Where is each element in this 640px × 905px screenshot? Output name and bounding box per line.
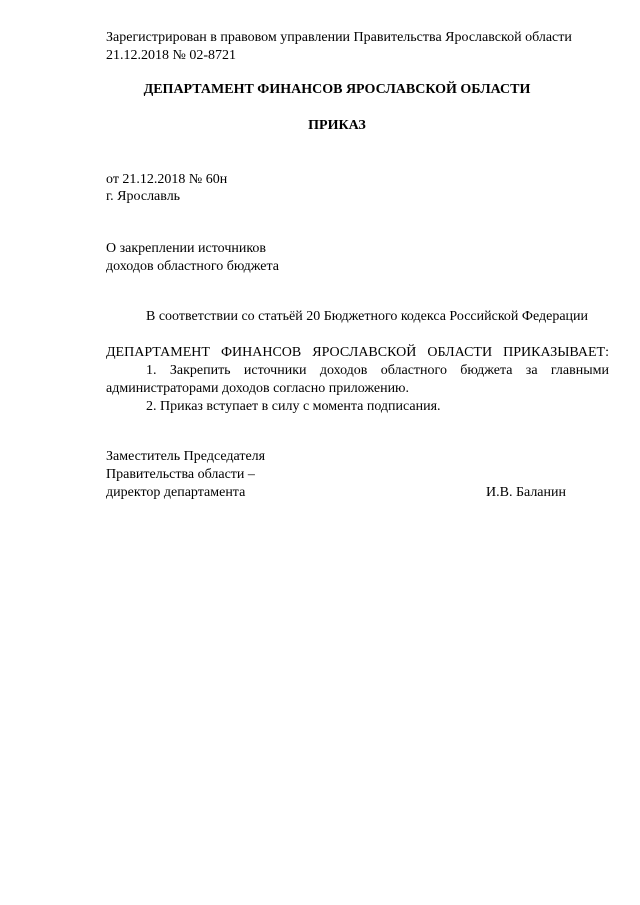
subject-line-1: О закреплении источников [106,241,267,256]
subject-line-2: доходов областного бюджета [106,259,279,274]
city: г. Ярославль [106,189,181,204]
department-title: ДЕПАРТАМЕНТ ФИНАНСОВ ЯРОСЛАВСКОЙ ОБЛАСТИ [143,82,531,97]
signer-name: И.В. Баланин [486,485,567,500]
date-number: от 21.12.2018 № 60н [106,172,228,187]
order-item-2: 2. Приказ вступает в силу с момента подписания. [146,399,441,414]
signature-position-line-3: директор департамента [106,485,246,500]
signature-position-line-2: Правительства области – [106,467,255,482]
registration-line-2: 21.12.2018 № 02-8721 [106,48,237,63]
orders-paragraph: ДЕПАРТАМЕНТ ФИНАНСОВ ЯРОСЛАВСКОЙ ОБЛАСТИ ПРИКАЗЫВАЕТ: [106,345,609,360]
document-type-title: ПРИКАЗ [308,118,366,133]
order-item-1: 1. Закрепить источники доходов областного бюджета за главными администраторами доходов согласно приложению. [106,363,609,396]
signature-position-line-1: Заместитель Председателя [106,449,266,464]
registration-line-1: Зарегистрирован в правовом управлении Правительства Ярославской области [106,30,572,45]
preamble-paragraph: В соответствии со статьёй 20 Бюджетного кодекса Российской Федерации [146,309,589,324]
